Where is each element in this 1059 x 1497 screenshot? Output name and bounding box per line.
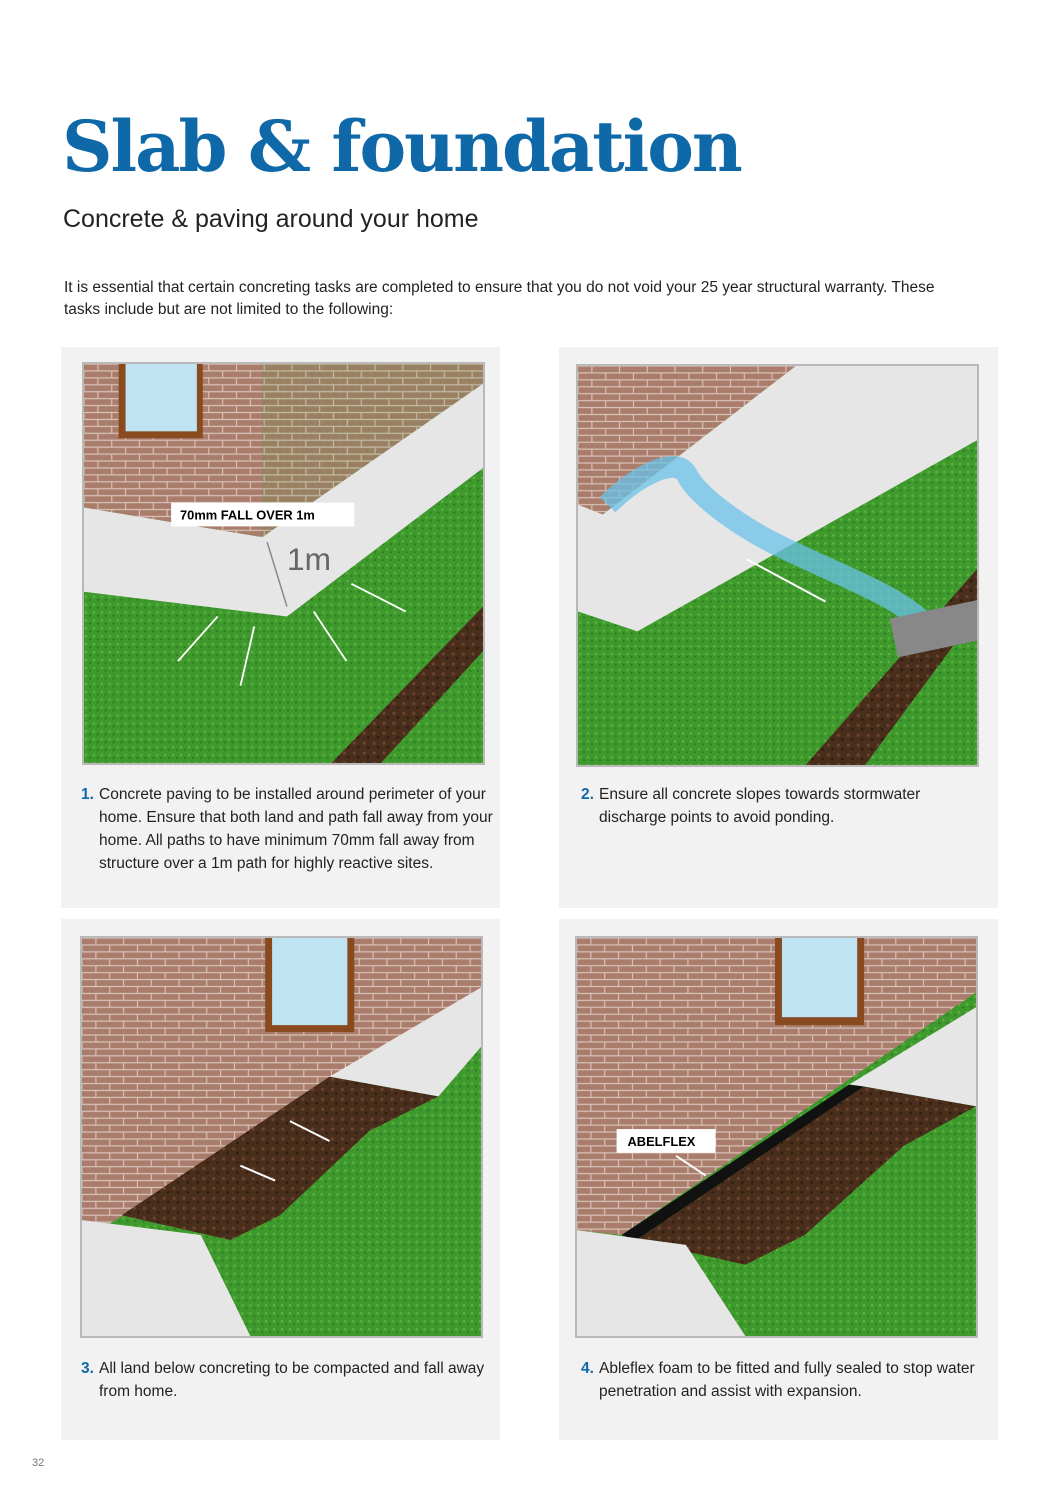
card-caption (581, 1357, 981, 1403)
illustration-ableflex (575, 936, 978, 1338)
measure-label: 1m (286, 540, 331, 577)
illustration-concrete-fall (82, 362, 485, 765)
card-1 (61, 347, 500, 908)
page-title: Slab & foundation (62, 105, 741, 188)
callout-label: ABELFLEX (627, 1133, 696, 1149)
illustration-compacted-land (80, 936, 483, 1338)
page-subtitle: Concrete & paving around your home (63, 205, 479, 233)
step-text: All land below concreting to be compacted and fall away from home. (99, 1360, 485, 1400)
card-2 (559, 347, 998, 908)
card-caption (581, 783, 981, 829)
card-4 (559, 919, 998, 1440)
step-number: 4. (581, 1360, 594, 1377)
callout-label: 70mm FALL OVER 1m (180, 507, 315, 523)
illustration-stormwater (576, 364, 979, 767)
page-number: 32 (32, 1457, 45, 1469)
step-text: Concrete paving to be installed around perimeter of your home. Ensure that both land and path fall away from your home. All paths to have minimum 70mm fall away from structure over a 1m path for highly reactive sites. (99, 786, 493, 872)
step-text: Ensure all concrete slopes towards stormwater discharge points to avoid ponding. (599, 786, 921, 826)
card-caption (81, 1357, 491, 1403)
step-number: 1. (81, 786, 94, 803)
step-text: Ableflex foam to be fitted and fully sealed to stop water penetration and assist with expansion. (599, 1360, 975, 1400)
step-number: 2. (581, 786, 594, 803)
step-number: 3. (81, 1360, 94, 1377)
card-3 (61, 919, 500, 1440)
card-caption (81, 783, 501, 875)
intro-paragraph: It is essential that certain concreting tasks are completed to ensure that you do not void your 25 year structural warranty. These tasks include but are not limited to the following: (64, 279, 935, 318)
